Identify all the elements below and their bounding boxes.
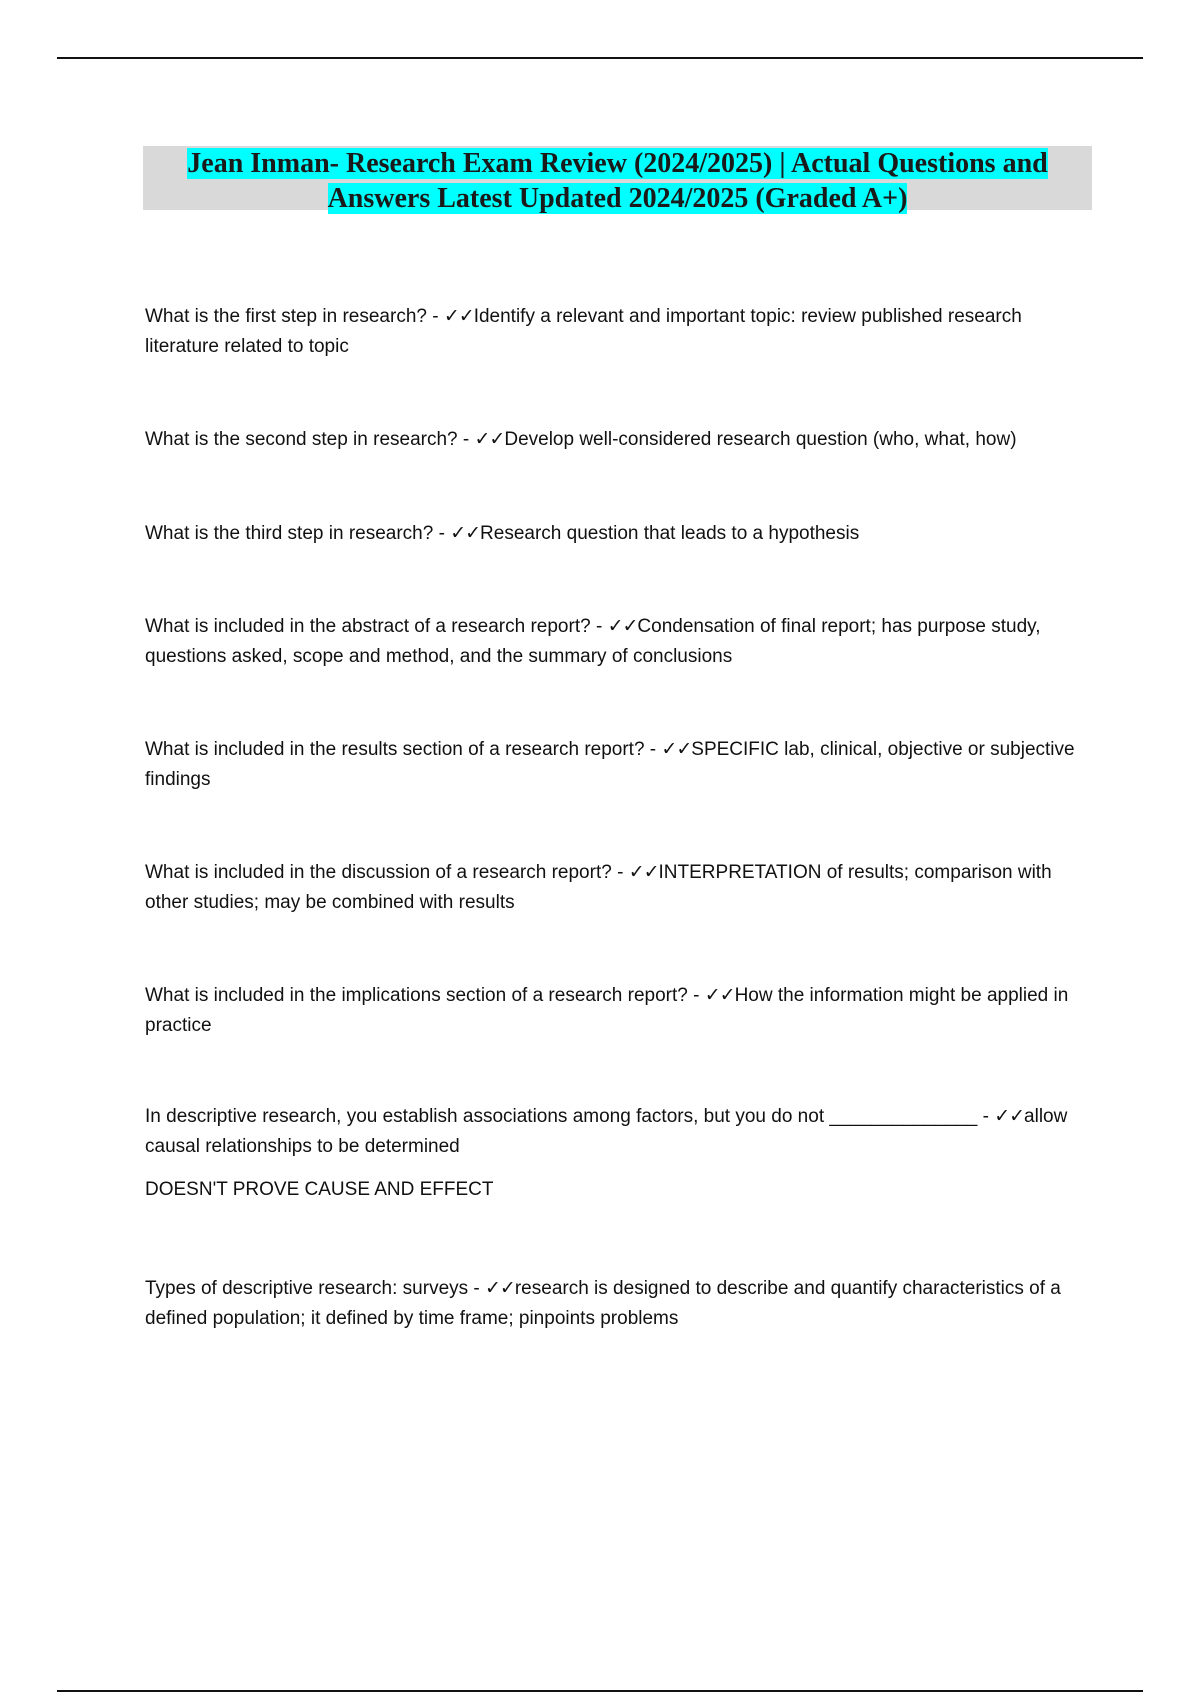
question-text: What is the second step in research? - [145,429,475,450]
qa-item-4 [145,612,1090,672]
question-text: What is included in the discussion of a research report? - [145,862,629,883]
question-text: What is included in the results section of a research report? - [145,739,662,760]
qa-item-8 [145,1102,1090,1205]
document-title [143,146,1092,214]
question-text: What is the first step in research? - [145,306,444,327]
qa-item-6 [145,858,1090,918]
bottom-rule [57,1690,1143,1692]
question-text: What is included in the implications section of a research report? - [145,985,705,1006]
answer-text: How the information might be applied in practice [145,985,1069,1036]
qa-item-5 [145,735,1090,795]
double-check-icon: ✓✓ [704,985,735,1006]
double-check-icon: ✓✓ [485,1278,515,1299]
double-check-icon: ✓✓ [607,616,638,637]
double-check-icon: ✓✓ [661,739,692,760]
double-check-icon: ✓✓ [474,429,505,450]
qa-item-3 [145,519,1090,549]
double-check-icon: ✓✓ [443,306,474,327]
answer-text: Identify a relevant and important topic: review published research literature related to topic [145,306,1022,357]
answer-text: allow causal relationships to be determined [145,1106,1068,1157]
title-line-1: Jean Inman- Research Exam Review (2024/2025) | Actual Questions and [187,148,1048,179]
qa-item-1 [145,302,1090,362]
double-check-icon: ✓✓ [450,523,481,544]
answer-text: SPECIFIC lab, clinical, objective or subjective findings [145,739,1075,790]
qa-item-7 [145,981,1090,1041]
answer-note: DOESN'T PROVE CAUSE AND EFFECT [145,1179,494,1200]
answer-text: Develop well-considered research question (who, what, how) [504,429,1017,450]
top-rule [57,57,1143,59]
question-text: What is included in the abstract of a research report? - [145,616,608,637]
qa-item-9 [145,1274,1090,1334]
answer-text: Condensation of final report; has purpose study, questions asked, scope and method, and the summary of conclusions [145,616,1041,667]
answer-text: research is designed to describe and quantify characteristics of a defined population; it defined by time frame; pinpoints problems [145,1278,1061,1329]
answer-text: Research question that leads to a hypothesis [480,523,860,544]
title-line-2: Answers Latest Updated 2024/2025 (Graded A+) [327,183,908,214]
answer-text: INTERPRETATION of results; comparison with other studies; may be combined with results [145,862,1052,913]
qa-item-2 [145,425,1090,455]
question-text: What is the third step in research? - [145,523,451,544]
double-check-icon: ✓✓ [994,1106,1025,1127]
question-text: In descriptive research, you establish associations among factors, but you do not ______________ - [145,1106,995,1127]
question-text: Types of descriptive research: surveys - [145,1278,486,1299]
double-check-icon: ✓✓ [628,862,659,883]
